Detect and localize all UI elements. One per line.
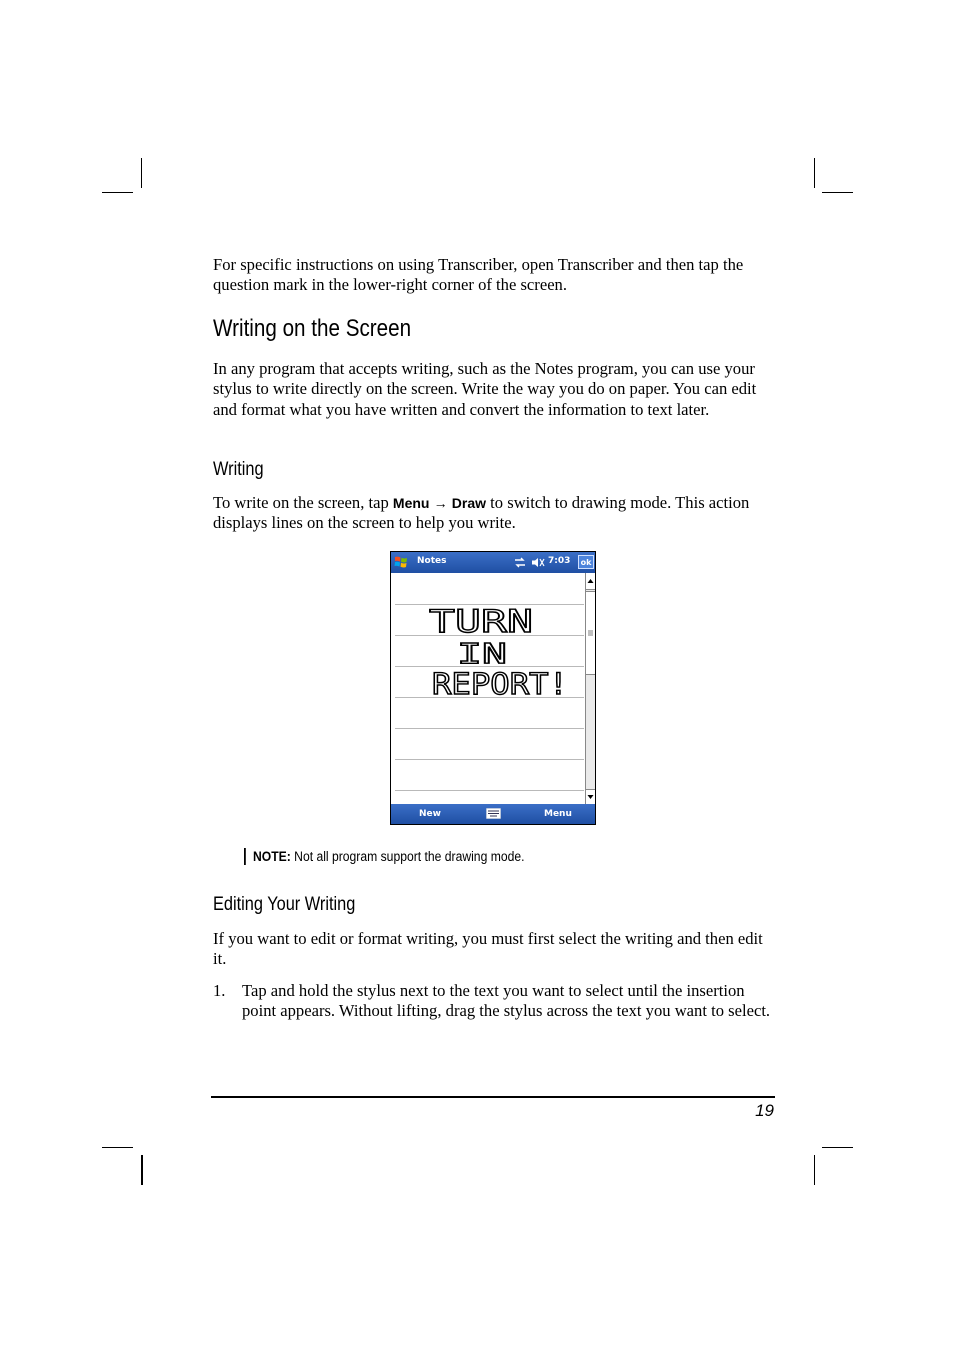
- editing-paragraph: If you want to edit or format writing, you must first select the writing and then edit it.: [213, 929, 763, 969]
- notes-screenshot: [390, 551, 596, 825]
- crop-mark-top-left-v: [141, 158, 142, 188]
- crop-mark-top-right-h: [822, 192, 853, 193]
- crop-mark-bottom-left-h: [102, 1147, 133, 1148]
- scrollbar[interactable]: [585, 573, 595, 804]
- footer-rule: [211, 1096, 775, 1098]
- list-item-text: Tap and hold the stylus next to the text you want to select until the insertion point appears. Without lifting, drag the stylus across the text you want to select.: [242, 981, 771, 1021]
- section-heading: Writing on the Screen: [213, 315, 412, 342]
- volume-icon[interactable]: [531, 556, 545, 569]
- editing-heading: Editing Your Writing: [213, 894, 356, 915]
- writing-text-before: To write on the screen, tap: [213, 493, 393, 512]
- page-number: 19: [755, 1101, 774, 1120]
- scroll-thumb[interactable]: [586, 591, 595, 675]
- device-title: Notes: [417, 556, 447, 566]
- handwriting-ink: [391, 573, 585, 804]
- writing-text-after: to switch to drawing mode. This action displays lines on the screen to help you write.: [213, 493, 750, 533]
- list-item-number: 1.: [213, 981, 226, 1000]
- windows-start-icon[interactable]: [394, 555, 408, 569]
- intro-paragraph: For specific instructions on using Transcriber, open Transcriber and then tap the question mark in the lower-right corner of the screen.: [213, 255, 744, 295]
- crop-mark-bottom-right-v: [814, 1155, 815, 1185]
- device-menu-bar: [391, 804, 595, 824]
- drawing-area[interactable]: [391, 573, 585, 804]
- crop-mark-top-right-v: [814, 158, 815, 188]
- device-title-bar: [391, 552, 595, 573]
- crop-mark-bottom-left-v: [141, 1155, 143, 1185]
- handwriting-line: TURN: [429, 604, 533, 640]
- scroll-up-arrow-icon[interactable]: [586, 573, 595, 590]
- crop-mark-top-left-h: [102, 192, 133, 193]
- menu-softkey[interactable]: Menu: [544, 809, 572, 819]
- handwriting-line: REPORT!: [432, 667, 568, 701]
- scroll-down-arrow-icon[interactable]: [586, 789, 595, 804]
- note-label: NOTE:: [253, 849, 291, 864]
- device-clock[interactable]: 7:03: [548, 556, 571, 566]
- menu-ui-label: Menu: [392, 495, 430, 511]
- new-softkey[interactable]: New: [419, 809, 441, 819]
- keyboard-icon[interactable]: [486, 808, 501, 819]
- note-text: Not all program support the drawing mode.: [290, 849, 525, 864]
- crop-mark-bottom-right-h: [822, 1147, 853, 1148]
- ok-button[interactable]: ok: [578, 555, 594, 569]
- writing-heading: Writing: [213, 459, 264, 480]
- note-callout: [244, 848, 524, 865]
- handwriting-line: IN: [457, 637, 507, 670]
- section-paragraph: In any program that accepts writing, such as the Notes program, you can use your stylus to write directly on the screen. Write the way you do on paper. You can edit and format what you have written and convert the information to text later.: [213, 359, 757, 419]
- arrow-glyph: →: [433, 495, 448, 511]
- connectivity-icon[interactable]: [513, 556, 527, 569]
- writing-paragraph: [213, 493, 775, 534]
- draw-ui-label: Draw: [451, 495, 487, 511]
